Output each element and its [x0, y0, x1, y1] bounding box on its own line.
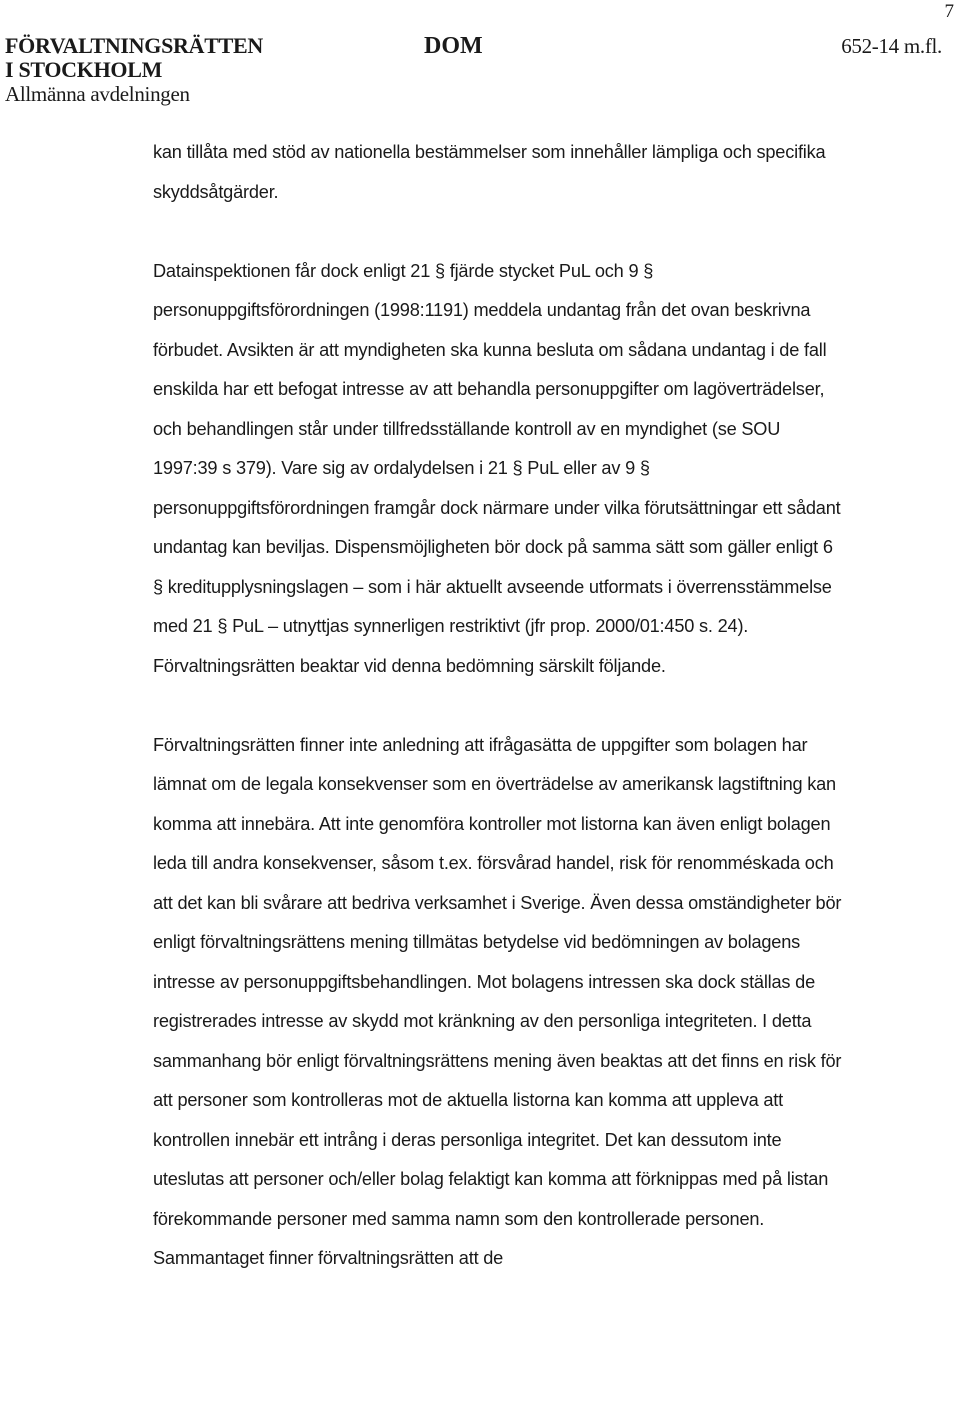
- document-body: [153, 133, 843, 1279]
- court-header: [5, 34, 263, 106]
- document-type: DOM: [424, 33, 483, 59]
- paragraph-assessment: Förvaltningsrätten finner inte anledning att ifrågasätta de uppgifter som bolagen har lämnat om de legala konsekvenser som en överträdelse av amerikansk lagstiftning kan komma att innebära. Att inte genomföra kontroller mot listorna kan även enligt bolagen leda till andra konsekvenser, såsom t.ex. försvårad handel, risk för renomméskada och att det kan bli svårare att bedriva verksamhet i Sverige. Även dessa omständigheter bör enligt förvaltningsrättens mening tillmätas betydelse vid bedömningen av bolagens intresse av personuppgiftsbehandlingen. Mot bolagens intressen ska dock ställas de registrerades intresse av skydd mot kränkning av den personliga integriteten. I detta sammanhang bör enligt förvaltningsrättens mening även beaktas att det finns en risk för att personer som kontrolleras mot de aktuella listorna kan komma att uppleva att kontrollen innebär ett intrång i deras personliga integritet. Det kan dessutom inte uteslutas att personer och/eller bolag felaktigt kan komma att förknippas med på listan förekommande personer med samma namn som den kontrollerade personen. Sammantaget finner förvaltningsrätten att de: [153, 734, 842, 1268]
- court-name-line2: I STOCKHOLM: [5, 57, 163, 82]
- page-number: 7: [944, 1, 954, 22]
- case-number: 652-14 m.fl.: [841, 34, 942, 58]
- department-name: Allmänna avdelningen: [5, 82, 190, 106]
- paragraph-exemption: Datainspektionen får dock enligt 21 § fjärde stycket PuL och 9 § personuppgiftsförordningen (1998:1191) meddela undantag från det ovan beskrivna förbudet. Avsikten är att myndigheten ska kunna besluta om sådana undantag i de fall enskilda har ett befogat intresse av att behandla personuppgifter om lagöverträdelser, och behandlingen står under tillfredsställande kontroll av en myndighet (se SOU 1997:39 s 379). Vare sig av ordalydelsen i 21 § PuL eller av 9 § personuppgiftsförordningen framgår dock närmare under vilka förutsättningar ett sådant undantag kan beviljas. Dispensmöjligheten bör dock på samma sätt som gäller enligt 6 § kreditupplysningslagen – som i här aktuellt avseende utformats i överrensstämmelse med 21 § PuL – utnyttjas synnerligen restriktivt (jfr prop. 2000/01:450 s. 24). Förvaltningsrätten beaktar vid denna bedömning särskilt följande.: [153, 260, 841, 676]
- court-name-line1: FÖRVALTNINGSRÄTTEN: [5, 33, 263, 58]
- paragraph-continuation: kan tillåta med stöd av nationella bestämmelser som innehåller lämpliga och specifika skyddsåtgärder.: [153, 142, 826, 202]
